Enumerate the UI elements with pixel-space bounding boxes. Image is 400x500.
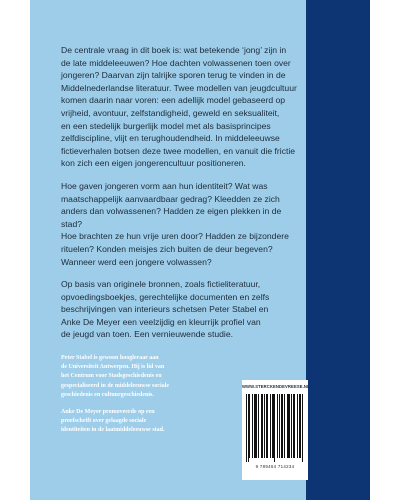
blurb-paragraph-2: Hoe gaven jongeren vorm aan hun identiteit? Wat was maatschappelijk aanvaardbaar gedrag? Kleedden ze zich anders dan volwassenen? Hadden ze eigen plekken in de stad? Hoe brachten ze hun vrije uren door? Hadden ze bijzondere rituelen? Konden meisjes zich buiten de deur begeven? Wanneer werd een jongere volwassen? <box>61 180 289 267</box>
spine-stripe <box>306 0 370 500</box>
blurb-paragraph-3: Op basis van originele bronnen, zoals fictieliteratuur, opvoedingsboekjes, gerechtelijke documenten en zelfs beschrijvingen van interieurs schetsen Peter Stabel en Anke De Meyer een veelzijdig en kleurrijk profiel van de jeugd van toen. Een vernieuwende studie. <box>61 279 270 340</box>
blurb-paragraph-1: De centrale vraag in dit boek is: wat betekende ‘jong’ zijn in de late middeleeuwen? Hoe dachten volwassenen toen over jongeren? Daarvan zijn talrijke sporen terug te vinden in de Middelnederlandse literatuur. Twee modellen van jeugdcultuur komen daarin naar voren: een adellijk model gebaseerd op vrijheid, avontuur, zelfstandigheid, geweld en seksualiteit, en een stedelijk burgerlijk model met als basisprincipes zelfdiscipline, vlijt en terughoudendheid. In middeleeuwse fictieverhalen botsen deze twee modellen, en vanuit die frictie kon zich een eigen jongerencultuur positioneren. <box>61 45 297 169</box>
barcode-panel <box>242 380 308 480</box>
author-bios <box>61 354 231 444</box>
isbn-digits: 9 789464 714234 <box>255 464 295 469</box>
blurb <box>61 44 297 351</box>
author-bio-de-meyer: Anke De Meyer promoveerde op een proefschrift over gelaagde sociale identiteiten in de laatmiddeleeuwse stad. <box>61 409 165 434</box>
author-bio-stabel: Peter Stabel is gewoon hoogleraar aan de Universiteit Antwerpen. Hij is lid van het Centrum voor Stadsgeschiedenis en gespecialiseerd in de middeleeuwse sociale geschiedenis en cultuurgeschiedenis. <box>61 355 169 398</box>
barcode-icon <box>246 394 304 462</box>
publisher-url: WWW.STERCKENDEVREESE.NL <box>242 384 310 389</box>
